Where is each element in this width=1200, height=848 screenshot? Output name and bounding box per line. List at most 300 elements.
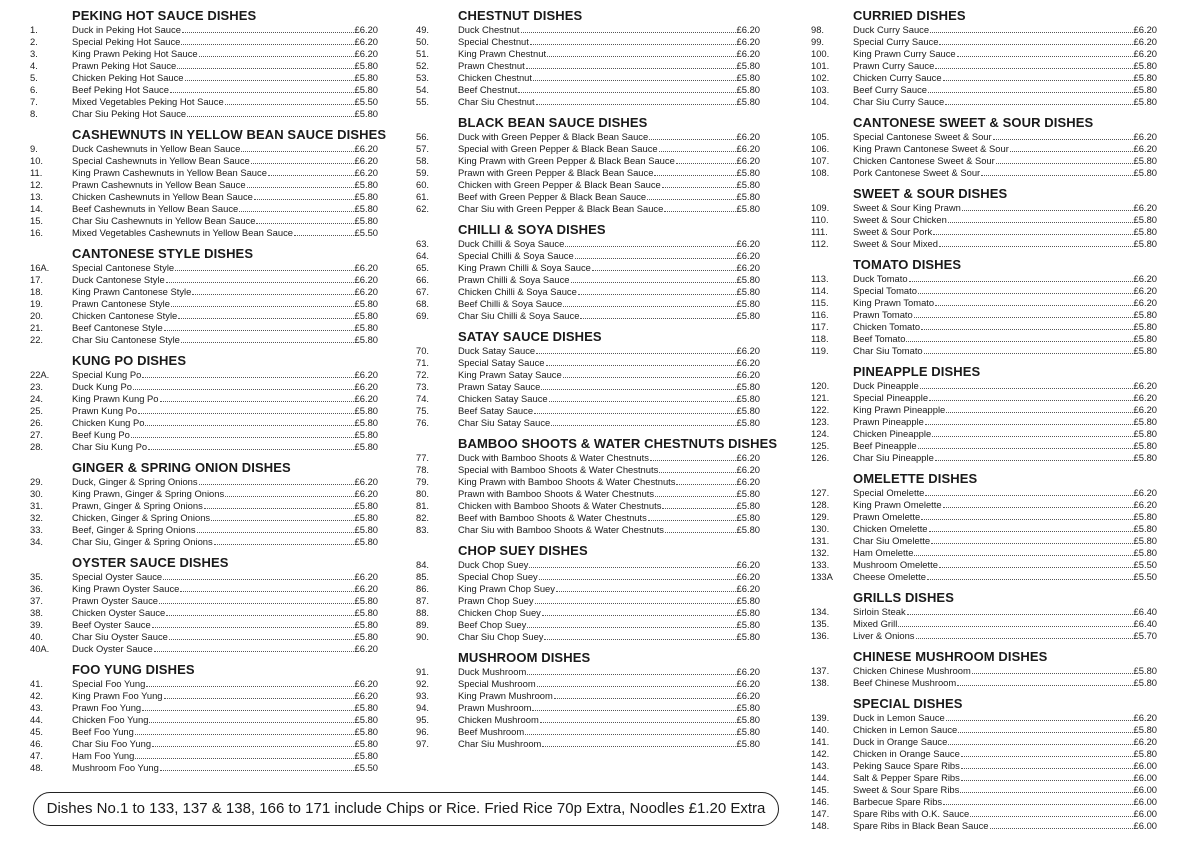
dot-leader: [241, 143, 353, 152]
item-number: 51.: [416, 48, 430, 59]
item-price: £5.80: [354, 500, 378, 511]
item-price: £6.20: [1133, 487, 1157, 498]
menu-item: [30, 108, 378, 120]
dot-leader: [175, 262, 353, 271]
item-price: £6.20: [736, 583, 760, 594]
item-name: Chicken in Orange Sauce: [853, 748, 960, 759]
item-number: 123.: [811, 416, 830, 427]
item-name: Duck Curry Sauce: [853, 24, 930, 35]
dot-leader: [551, 417, 735, 426]
menu-item: [416, 191, 760, 203]
item-price: £5.80: [736, 167, 760, 178]
dot-leader: [164, 690, 354, 699]
menu-item: [416, 726, 760, 738]
dot-leader: [578, 286, 736, 295]
menu-item: [30, 393, 378, 405]
menu-item: [416, 524, 760, 536]
item-number: 55.: [416, 96, 430, 107]
item-price: £6.20: [1133, 36, 1157, 47]
dot-leader: [135, 726, 354, 735]
menu-item: [416, 417, 760, 429]
dot-leader: [945, 96, 1132, 105]
item-price: £5.80: [736, 393, 760, 404]
item-name: Char Siu Chilli & Soya Sauce: [458, 310, 580, 321]
item-price: £6.20: [354, 476, 378, 487]
item-name: Char Siu Omelette: [853, 535, 931, 546]
item-name: Barbecue Spare Ribs: [853, 796, 943, 807]
dot-leader: [163, 571, 353, 580]
dot-leader: [152, 619, 354, 628]
dot-leader: [931, 535, 1132, 544]
item-price: £6.20: [354, 262, 378, 273]
menu-item: [30, 72, 378, 84]
item-number: 66.: [416, 274, 430, 285]
menu-item: [30, 36, 378, 48]
item-price: £6.20: [736, 48, 760, 59]
item-number: 61.: [416, 191, 430, 202]
item-number: 140.: [811, 724, 830, 735]
item-price: £5.80: [354, 524, 378, 535]
menu-item: [416, 60, 760, 72]
item-price: £6.00: [1133, 796, 1157, 807]
menu-item: [30, 179, 378, 191]
item-number: 23.: [30, 381, 44, 392]
item-price: £5.80: [1133, 96, 1157, 107]
item-number: 137.: [811, 665, 830, 676]
item-number: 62.: [416, 203, 430, 214]
section-heading: SPECIAL DISHES: [853, 696, 963, 711]
item-name: Duck Satay Sauce: [458, 345, 536, 356]
menu-item: [416, 96, 760, 108]
item-price: £5.80: [1133, 84, 1157, 95]
item-name: Duck Chop Suey: [458, 559, 529, 570]
item-name: Char Siu Cantonese Style: [72, 334, 180, 345]
item-name: Beef Satay Sauce: [458, 405, 534, 416]
menu-item: [811, 487, 1157, 499]
dot-leader: [996, 155, 1133, 164]
item-price: £5.80: [736, 191, 760, 202]
item-name: Duck Kung Po: [72, 381, 132, 392]
item-name: Char Siu Chestnut: [458, 96, 535, 107]
item-number: 40A.: [30, 643, 50, 654]
dot-leader: [541, 381, 735, 390]
item-name: Chicken Curry Sauce: [853, 72, 942, 83]
item-number: 28.: [30, 441, 44, 452]
item-price: £6.20: [354, 369, 378, 380]
item-name: Chicken Kung Po: [72, 417, 145, 428]
menu-column-2: [416, 8, 778, 750]
item-name: Cheese Omelette: [853, 571, 926, 582]
dot-leader: [914, 309, 1133, 318]
item-price: £5.80: [354, 215, 378, 226]
item-number: 136.: [811, 630, 830, 641]
dot-leader: [939, 559, 1133, 568]
item-name: Beef Curry Sauce: [853, 84, 927, 95]
item-price: £5.80: [736, 488, 760, 499]
item-number: 70.: [416, 345, 430, 356]
dot-leader: [909, 273, 1133, 282]
item-number: 2.: [30, 36, 38, 47]
dot-leader: [946, 404, 1132, 413]
item-number: 142.: [811, 748, 830, 759]
item-price: £5.80: [1133, 155, 1157, 166]
item-name: Special Mushroom: [458, 678, 536, 689]
item-name: Prawn Omelette: [853, 511, 921, 522]
item-number: 43.: [30, 702, 44, 713]
item-number: 27.: [30, 429, 44, 440]
item-name: Chicken with Bamboo Shoots & Water Chestnuts: [458, 500, 662, 511]
item-name: Prawn Cashewnuts in Yellow Bean Sauce: [72, 179, 246, 190]
dot-leader: [961, 772, 1133, 781]
item-number: 21.: [30, 322, 44, 333]
dot-leader: [957, 48, 1133, 57]
item-name: Chicken Tomato: [853, 321, 921, 332]
item-price: £5.80: [354, 429, 378, 440]
menu-item: [30, 500, 378, 512]
item-number: 16.: [30, 227, 44, 238]
item-name: Prawn Curry Sauce: [853, 60, 935, 71]
item-name: Chicken in Lemon Sauce: [853, 724, 958, 735]
dot-leader: [182, 24, 354, 33]
item-price: £5.80: [736, 512, 760, 523]
item-number: 78.: [416, 464, 430, 475]
item-name: Duck Tomato: [853, 273, 908, 284]
menu-item: [811, 143, 1157, 155]
item-price: £5.80: [736, 310, 760, 321]
item-name: King Prawn Curry Sauce: [853, 48, 956, 59]
item-name: Liver & Onions: [853, 630, 915, 641]
item-number: 46.: [30, 738, 44, 749]
dot-leader: [154, 643, 354, 652]
item-number: 20.: [30, 310, 44, 321]
menu-item: [811, 285, 1157, 297]
item-number: 114.: [811, 285, 829, 296]
item-name: Char Siu Pineapple: [853, 452, 934, 463]
menu-item: [30, 607, 378, 619]
dot-leader: [239, 203, 353, 212]
dot-leader: [563, 298, 735, 307]
item-number: 73.: [416, 381, 430, 392]
item-number: 36.: [30, 583, 44, 594]
item-number: 1.: [30, 24, 38, 35]
item-name: Special Satay Sauce: [458, 357, 545, 368]
item-number: 65.: [416, 262, 430, 273]
item-price: £5.80: [354, 536, 378, 547]
item-price: £5.80: [354, 405, 378, 416]
item-number: 116.: [811, 309, 829, 320]
menu-item: [30, 524, 378, 536]
dot-leader: [177, 60, 353, 69]
menu-item: [811, 273, 1157, 285]
dot-leader: [659, 464, 735, 473]
dot-leader: [921, 321, 1132, 330]
item-name: Ham Foo Yung: [72, 750, 135, 761]
item-price: £5.80: [736, 60, 760, 71]
menu-item: [30, 643, 378, 655]
menu-item: [811, 404, 1157, 416]
dot-leader: [225, 96, 354, 105]
dot-leader: [933, 226, 1132, 235]
item-name: Duck Mushroom: [458, 666, 527, 677]
item-number: 108.: [811, 167, 830, 178]
dot-leader: [647, 191, 735, 200]
item-price: £5.50: [1133, 571, 1157, 582]
item-number: 81.: [416, 500, 430, 511]
item-number: 121.: [811, 392, 830, 403]
dot-leader: [164, 322, 354, 331]
section-heading: SWEET & SOUR DISHES: [853, 186, 1008, 201]
item-price: £5.80: [1133, 677, 1157, 688]
item-number: 3.: [30, 48, 38, 59]
item-price: £5.80: [736, 179, 760, 190]
item-price: £5.80: [1133, 724, 1157, 735]
item-price: £5.80: [736, 714, 760, 725]
item-number: 83.: [416, 524, 430, 535]
item-price: £5.80: [736, 631, 760, 642]
item-number: 49.: [416, 24, 430, 35]
menu-item: [30, 595, 378, 607]
item-price: £5.50: [354, 762, 378, 773]
item-name: Beef Cashewnuts in Yellow Bean Sauce: [72, 203, 239, 214]
menu-item: [416, 559, 760, 571]
item-name: Prawn Tomato: [853, 309, 913, 320]
item-price: £6.20: [736, 155, 760, 166]
item-name: Beef, Ginger & Spring Onions: [72, 524, 196, 535]
menu-item: [30, 191, 378, 203]
section-heading: PEKING HOT SAUCE DISHES: [72, 8, 257, 23]
item-price: £5.80: [354, 60, 378, 71]
dot-leader: [159, 595, 354, 604]
menu-item: [416, 702, 760, 714]
item-name: King Prawn Oyster Sauce: [72, 583, 180, 594]
item-name: Duck Pineapple: [853, 380, 919, 391]
section-heading: OYSTER SAUCE DISHES: [72, 555, 229, 570]
menu-item: [30, 167, 378, 179]
item-price: £5.80: [354, 702, 378, 713]
item-price: £5.80: [1133, 238, 1157, 249]
dot-leader: [527, 666, 735, 675]
menu-item: [811, 60, 1157, 72]
item-number: 93.: [416, 690, 430, 701]
item-name: Char Siu Cashewnuts in Yellow Bean Sauce: [72, 215, 256, 226]
item-number: 130.: [811, 523, 830, 534]
dot-leader: [676, 476, 735, 485]
dot-leader: [918, 440, 1133, 449]
item-name: Chicken Mushroom: [458, 714, 539, 725]
dot-leader: [659, 143, 736, 152]
item-number: 7.: [30, 96, 38, 107]
item-price: £5.80: [354, 191, 378, 202]
item-number: 25.: [30, 405, 44, 416]
item-name: Char Siu Satay Sauce: [458, 417, 551, 428]
dot-leader: [571, 274, 736, 283]
menu-item: [811, 736, 1157, 748]
item-number: 54.: [416, 84, 430, 95]
item-name: Sweet & Sour Spare Ribs: [853, 784, 960, 795]
section-heading: KUNG PO DISHES: [72, 353, 187, 368]
item-name: Char Siu Foo Yung: [72, 738, 152, 749]
item-name: Chicken Chilli & Soya Sauce: [458, 286, 577, 297]
item-price: £5.80: [354, 298, 378, 309]
item-number: 44.: [30, 714, 44, 725]
item-name: Chicken Oyster Sauce: [72, 607, 166, 618]
item-number: 102.: [811, 72, 830, 83]
item-number: 131.: [811, 535, 830, 546]
dot-leader: [990, 820, 1133, 829]
dot-leader: [935, 297, 1132, 306]
item-number: 58.: [416, 155, 430, 166]
item-price: £6.20: [1133, 273, 1157, 284]
dot-leader: [204, 500, 354, 509]
dot-leader: [916, 630, 1133, 639]
item-number: 57.: [416, 143, 430, 154]
item-number: 147.: [811, 808, 830, 819]
item-name: King Prawn Foo Yung: [72, 690, 163, 701]
dot-leader: [563, 369, 736, 378]
item-number: 87.: [416, 595, 430, 606]
section-heading: BAMBOO SHOOTS & WATER CHESTNUTS DISHES: [458, 436, 778, 451]
dot-leader: [925, 416, 1133, 425]
item-name: Prawn Chilli & Soya Sauce: [458, 274, 570, 285]
menu-item: [416, 738, 760, 750]
dot-leader: [925, 487, 1132, 496]
dot-leader: [943, 72, 1133, 81]
menu-item: [416, 179, 760, 191]
dot-leader: [540, 714, 736, 723]
item-price: £5.80: [354, 738, 378, 749]
item-price: £5.80: [736, 286, 760, 297]
dot-leader: [929, 523, 1133, 532]
item-name: Beef Mushroom: [458, 726, 525, 737]
menu-item: [811, 214, 1157, 226]
section-heading: TOMATO DISHES: [853, 257, 962, 272]
item-name: Chicken Satay Sauce: [458, 393, 548, 404]
menu-column-1: [30, 8, 387, 774]
section-heading: SATAY SAUCE DISHES: [458, 329, 602, 344]
item-price: £6.20: [1133, 380, 1157, 391]
item-number: 71.: [416, 357, 430, 368]
dot-leader: [152, 738, 353, 747]
section-heading: CANTONESE SWEET & SOUR DISHES: [853, 115, 1094, 130]
item-price: £6.20: [1133, 499, 1157, 510]
item-name: Prawn Kung Po: [72, 405, 138, 416]
item-price: £6.20: [736, 666, 760, 677]
dot-leader: [160, 393, 354, 402]
item-name: Beef Chilli & Soya Sauce: [458, 298, 563, 309]
item-name: King Prawn Omelette: [853, 499, 942, 510]
item-number: 10.: [30, 155, 44, 166]
menu-item: [811, 523, 1157, 535]
dot-leader: [921, 511, 1132, 520]
menu-item: [30, 143, 378, 155]
dot-leader: [197, 524, 354, 533]
dot-leader: [918, 285, 1133, 294]
item-price: £5.80: [736, 381, 760, 392]
dot-leader: [536, 96, 736, 105]
item-number: 110.: [811, 214, 829, 225]
dot-leader: [521, 24, 736, 33]
menu-item: [30, 738, 378, 750]
menu-item: [30, 714, 378, 726]
item-name: Special Kung Po: [72, 369, 142, 380]
item-number: 84.: [416, 559, 430, 570]
item-price: £5.80: [354, 203, 378, 214]
item-price: £5.80: [354, 310, 378, 321]
dot-leader: [532, 702, 735, 711]
item-name: Beef Oyster Sauce: [72, 619, 151, 630]
menu-item: [30, 334, 378, 346]
menu-item: [30, 429, 378, 441]
item-price: £5.80: [736, 417, 760, 428]
dot-leader: [939, 36, 1132, 45]
item-name: King Prawn Chestnut: [458, 48, 547, 59]
item-name: Special Chop Suey: [458, 571, 538, 582]
item-number: 125.: [811, 440, 830, 451]
menu-item: [416, 357, 760, 369]
item-number: 120.: [811, 380, 830, 391]
item-price: £5.80: [1133, 547, 1157, 558]
item-name: Prawn Peking Hot Sauce: [72, 60, 177, 71]
item-name: Chicken Cantonese Sweet & Sour: [853, 155, 995, 166]
item-number: 18.: [30, 286, 44, 297]
item-price: £6.20: [736, 143, 760, 154]
dot-leader: [192, 286, 353, 295]
item-price: £6.20: [1133, 143, 1157, 154]
item-price: £6.40: [1133, 618, 1157, 629]
menu-item: [30, 262, 378, 274]
item-price: £6.20: [354, 286, 378, 297]
item-number: 5.: [30, 72, 38, 83]
section-heading: CHINESE MUSHROOM DISHES: [853, 649, 1048, 664]
menu-item: [30, 48, 378, 60]
item-name: Char Siu Oyster Sauce: [72, 631, 168, 642]
menu-item: [811, 167, 1157, 179]
item-name: Special with Bamboo Shoots & Water Chestnuts: [458, 464, 659, 475]
menu-item: [416, 476, 760, 488]
item-name: Prawn Pineapple: [853, 416, 924, 427]
dot-leader: [135, 750, 353, 759]
menu-item: [811, 48, 1157, 60]
menu-item: [416, 500, 760, 512]
item-number: 128.: [811, 499, 830, 510]
menu-item: [811, 724, 1157, 736]
section-heading: OMELETTE DISHES: [853, 471, 978, 486]
menu-item: [811, 808, 1157, 820]
item-price: £6.20: [736, 452, 760, 463]
menu-item: [811, 499, 1157, 511]
dot-leader: [251, 155, 354, 164]
menu-item: [416, 714, 760, 726]
menu-item: [30, 155, 378, 167]
section-heading: BLACK BEAN SAUCE DISHES: [458, 115, 648, 130]
item-price: £5.80: [736, 203, 760, 214]
item-number: 98.: [811, 24, 825, 35]
dot-leader: [535, 595, 736, 604]
menu-item: [30, 690, 378, 702]
item-name: Prawn, Ginger & Spring Onions: [72, 500, 203, 511]
item-number: 32.: [30, 512, 44, 523]
section-heading: MUSHROOM DISHES: [458, 650, 591, 665]
menu-item: [416, 369, 760, 381]
dot-leader: [178, 310, 353, 319]
item-name: Special Cantonese Sweet & Sour: [853, 131, 992, 142]
menu-item: [416, 666, 760, 678]
item-price: £6.00: [1133, 784, 1157, 795]
item-name: Special with Green Pepper & Black Bean Sauce: [458, 143, 658, 154]
item-number: 145.: [811, 784, 830, 795]
menu-item: [30, 631, 378, 643]
item-price: £5.80: [1133, 72, 1157, 83]
